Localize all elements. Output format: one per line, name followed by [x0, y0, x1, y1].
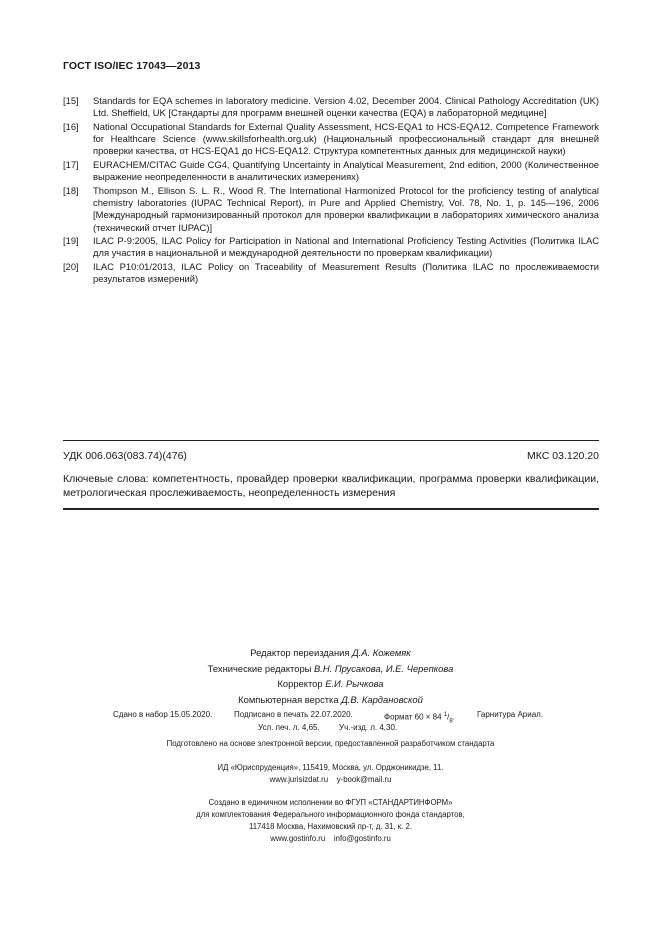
credits-block [0, 645, 661, 707]
layout-name: Д.В. Кардановской [341, 693, 423, 705]
reference-item [63, 185, 599, 234]
format-denominator: 8 [449, 718, 453, 725]
prepared-note: Подготовлено на основе электронной версии, предоставленной разработчиком стандарта [166, 739, 495, 748]
reference-number: [15] [63, 95, 79, 106]
print-sheets: Усл. печ. л. 4,65. [258, 723, 320, 732]
editor-name: Д.А. Кожемяк [352, 647, 411, 658]
layout-line: Компьютерная верстка Д.В. Кардановской [238, 693, 423, 705]
tech-editors-line: Технические редакторы В.Н. Прусакова, И.Е. Черепкова [207, 662, 454, 674]
typeface-info: Гарнитура Ариал. [477, 710, 544, 719]
keywords-label: Ключевые слова: [63, 473, 149, 485]
publ-sheets: Уч.-изд. л. 4,30. [339, 723, 398, 732]
reference-number: [19] [63, 235, 79, 247]
reference-item [63, 159, 599, 183]
publisher-contacts: www.jurisizdat.ru y-book@mail.ru [269, 775, 392, 784]
keywords-text: компетентность, провайдер проверки квалификации, программа проверки квалификации, метрологическая прослеживаемость, неопределенность измерения [63, 473, 599, 499]
reference-text: Thompson M., Ellison S. L. R., Wood R. The International Harmonized Protocol for the proficiency testing of analytical chemistry laboratories (IUPAC Technical Report), in Pure and Applied Chemistry, Vol. 78, No. 1, p. 145—196, 2006 [Международный гармонизированный протокол для проверки квалификации в лабораториях химического анализа (технический отчет IUPAC)] [93, 184, 599, 233]
reference-item [63, 121, 599, 158]
reference-number: [20] [63, 261, 79, 273]
tech-editors-names: В.Н. Прусакова, И.Е. Черепкова [314, 662, 454, 674]
reference-text: EURACHEM/CITAC Guide CG4, Quantifying Uncertainty in Analytical Measurement, 2nd edition, 2000 (Количественное выражение неопределенности в аналитических измерениях) [93, 159, 599, 183]
reference-text: ILAC P-9:2005, ILAC Policy for Participation in National and International Proficiency Testing Activities (Политика ILAC для участия в национальной и международной деятельности по проверкам квалификации) [93, 235, 599, 259]
reference-number: [16] [63, 120, 79, 132]
submitted-date: Сдано в набор 15.05.2020. [113, 710, 213, 719]
references-list [63, 95, 599, 287]
reference-item [63, 235, 599, 259]
format-info: Формат 60 × 84 $^1/_8$. [384, 712, 455, 725]
reference-item [63, 261, 599, 285]
udk-code: УДК 006.063(083.74)(476) [63, 450, 187, 462]
reference-item [63, 95, 599, 119]
top-divider [63, 440, 599, 441]
producer-line-2: для комплектования Федерального информационного фонда стандартов, [196, 810, 465, 819]
standard-code-header: ГОСТ ISO/IEC 17043—2013 [63, 60, 201, 72]
reference-number: [18] [63, 184, 79, 196]
publisher-address: ИД «Юриспруденция», 115419, Москва, ул. Орджоникидзе, 11. [217, 763, 444, 772]
signed-date: Подписано в печать 22.07.2020. [234, 710, 353, 719]
mks-code: МКС 03.120.20 [527, 450, 599, 462]
producer-contacts: www.gostinfo.ru info@gostinfo.ru [270, 834, 391, 843]
bottom-divider [63, 508, 599, 510]
corrector-name: Е.И. Рычкова [325, 678, 384, 689]
producer-line-1: Создано в единичном исполнении во ФГУП «СТАНДАРТИНФОРМ» [208, 798, 453, 807]
reference-text: Standards for EQA schemes in laboratory medicine. Version 4.02, December 2004. Clinical Pathology Accreditation (UK) Ltd. Sheffield, UK [Стандарты для программ внешней оценки качества (EQA) в лабораторной медицине] [93, 95, 599, 119]
keywords-block [63, 473, 599, 500]
reference-number: [17] [63, 159, 79, 171]
producer-address: 117418 Москва, Нахимовский пр-т, д. 31, к. 2. [248, 822, 413, 831]
editor-line: Редактор переиздания Д.А. Кожемяк [250, 647, 411, 658]
reference-text: National Occupational Standards for External Quality Assessment, HCS-EQA1 to HCS-EQA12. Competence Framework for Healthcare Science (www.skillsforhealth.org.uk) (Национальный профессиональный стандарт для внешней проверки качества, от HCS-EQA1 до HCS-EQA12. Структура компетентных данных для медицинской науки) [93, 120, 599, 157]
reference-text: ILAC P10:01/2013, ILAC Policy on Traceability of Measurement Results (Политика ILAC по прослеживаемости результатов измерений) [93, 261, 599, 285]
corrector-line: Корректор Е.И. Рычкова [277, 678, 384, 689]
format-numerator: 1 [443, 712, 448, 718]
